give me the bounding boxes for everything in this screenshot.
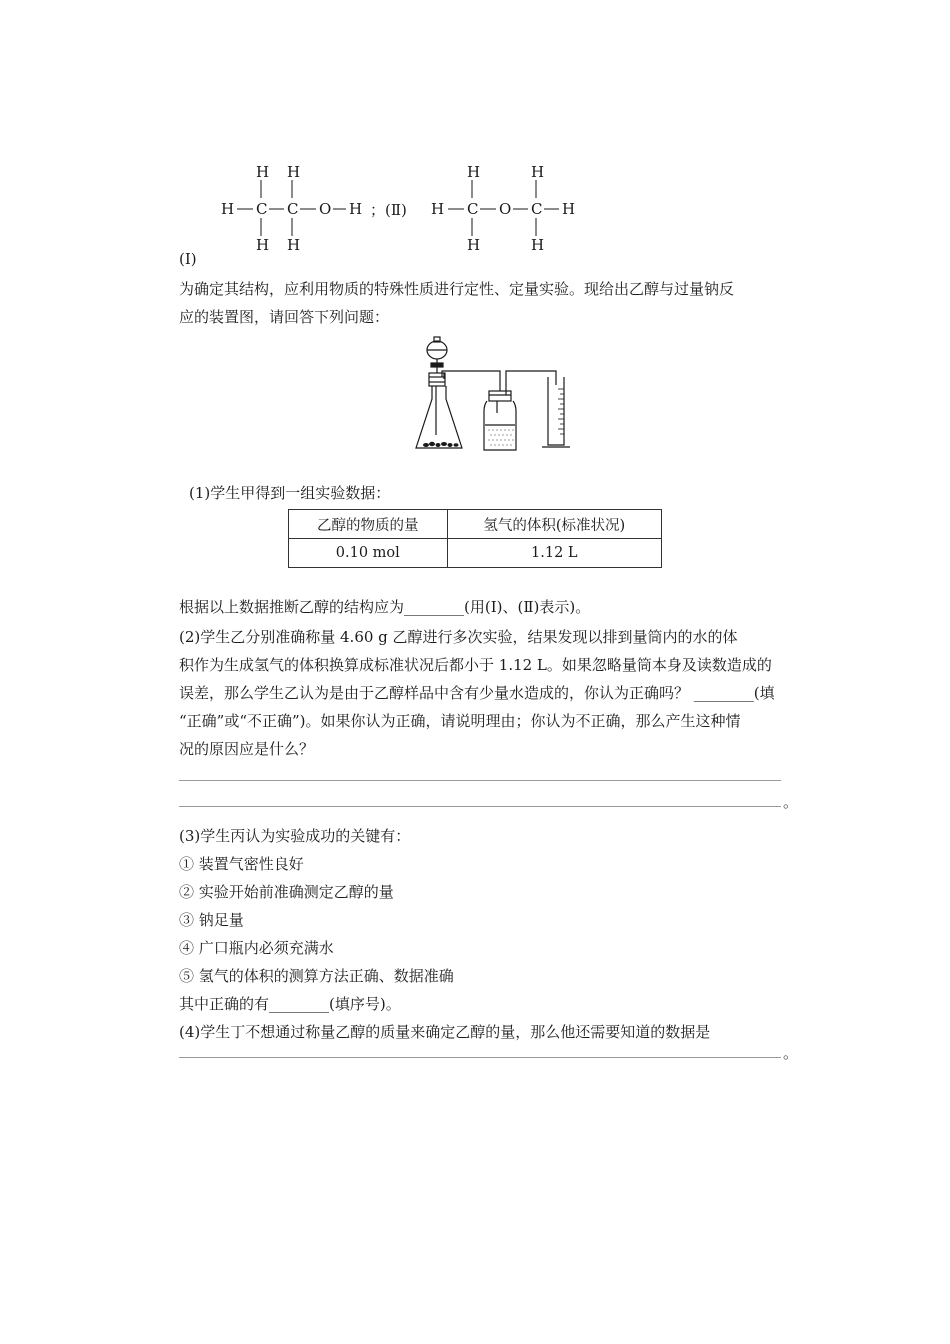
table-cell: 0.10 mol — [289, 539, 448, 568]
atom-c: C — [531, 200, 543, 218]
atom-h: H — [349, 200, 363, 218]
apparatus-diagram — [412, 333, 572, 458]
atom-h: H — [256, 163, 270, 181]
data-table — [288, 509, 662, 568]
atom-h: H — [287, 163, 301, 181]
q3-item: ⑤ 氢气的体积的测算方法正确、数据准确 — [179, 967, 454, 985]
atom-h: H — [221, 200, 235, 218]
q2-line-3: 误差，那么学生乙认为是由于乙醇样品中含有少量水造成的，你认为正确吗？ ________(填 — [179, 684, 775, 702]
q2-line-1: (2)学生乙分别准确称量 4.60 g 乙醇进行多次实验，结果发现以排到量筒内的水的体 — [179, 628, 738, 646]
q4-line-1: (4)学生丁不想通过称量乙醇的质量来确定乙醇的量，那么他还需要知道的数据是 — [179, 1023, 711, 1041]
answer-line[interactable] — [179, 1056, 781, 1058]
atom-h: H — [467, 236, 481, 254]
atom-h: H — [562, 200, 576, 218]
q1-conclusion — [179, 597, 590, 617]
q3-item: ① 装置气密性良好 — [179, 855, 304, 873]
q3-item: ④ 广口瓶内必须充满水 — [179, 939, 334, 957]
q1-prompt: (1)学生甲得到一组实验数据： — [189, 484, 391, 502]
atom-h: H — [467, 163, 481, 181]
atom-h: H — [431, 200, 445, 218]
formula-separator: ；(Ⅱ) — [370, 201, 407, 219]
table-row — [289, 539, 662, 568]
atom-h: H — [287, 236, 301, 254]
q2-line-4: “正确”或“不正确”)。如果你认为正确，请说明理由；你认为不正确，那么产生这种情 — [179, 712, 741, 730]
atom-h: H — [531, 163, 545, 181]
answer-line[interactable] — [179, 779, 781, 781]
formula-label-1: (Ⅰ) — [179, 250, 197, 268]
table-header-cell: 氢气的体积(标准状况) — [447, 510, 661, 539]
atom-h: H — [531, 236, 545, 254]
end-mark: 。 — [783, 1044, 799, 1062]
atom-o: O — [319, 200, 332, 218]
table-header-row — [289, 510, 662, 539]
q1-conclusion-text: 根据以上数据推断乙醇的结构应为 — [179, 598, 405, 616]
intro-line-1: 为确定其结构，应利用物质的特殊性质进行定性、定量实验。现给出乙醇与过量钠反 — [179, 280, 735, 298]
q3-item: ③ 钠足量 — [179, 911, 244, 929]
atom-c: C — [467, 200, 479, 218]
q1-conclusion-note: (用(Ⅰ)、(Ⅱ)表示)。 — [464, 598, 591, 616]
q3-item: ② 实验开始前准确测定乙醇的量 — [179, 883, 394, 901]
q2-line-2: 积作为生成氢气的体积换算成标准状况后都小于 1.12 L。如果忽略量筒本身及读数造成的 — [179, 656, 772, 674]
atom-c: C — [287, 200, 299, 218]
answer-line[interactable] — [179, 805, 781, 807]
atom-h: H — [256, 236, 270, 254]
answer-blank[interactable]: ________ — [404, 598, 465, 616]
atom-o: O — [499, 200, 512, 218]
q2-line-5: 况的原因应是什么？ — [179, 740, 315, 758]
structural-formulas — [215, 158, 595, 258]
q3-answer: 其中正确的有________(填序号)。 — [179, 995, 401, 1013]
q3-prompt: (3)学生丙认为实验成功的关键有： — [179, 827, 411, 845]
atom-c: C — [256, 200, 268, 218]
table-header-cell: 乙醇的物质的量 — [289, 510, 448, 539]
intro-line-2: 应的装置图，请回答下列问题： — [179, 308, 390, 326]
table-cell: 1.12 L — [447, 539, 661, 568]
end-mark: 。 — [783, 793, 799, 811]
